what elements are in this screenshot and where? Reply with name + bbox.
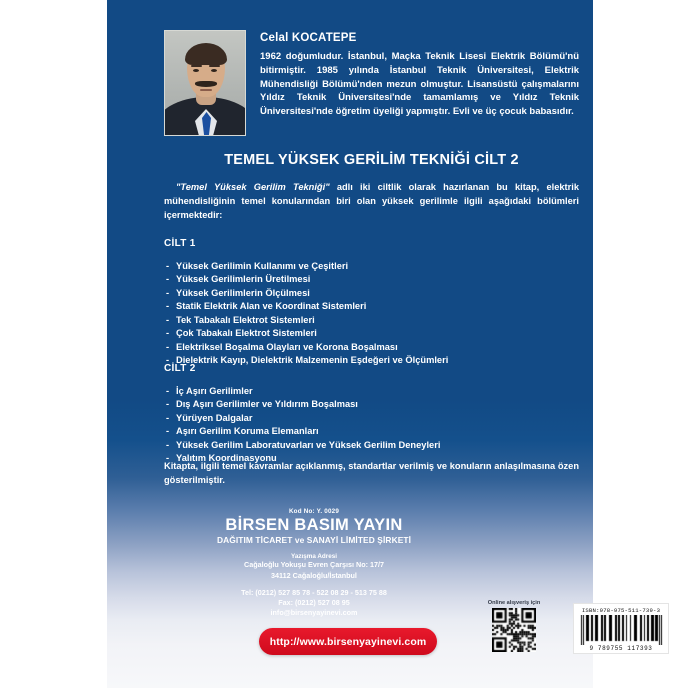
barcode-icon xyxy=(577,615,667,645)
list-item: - Dielektrik Kayıp, Dielektrik Malzemenin Eşdeğeri ve Ölçümleri xyxy=(164,354,579,367)
list-item: - Yürüyen Dalgalar xyxy=(164,412,579,425)
list-item: - Yüksek Gerilimin Kullanımı ve Çeşitleri xyxy=(164,260,579,273)
cover-panel xyxy=(107,0,661,688)
list-item: - Statik Elektrik Alan ve Koordinat Sistemleri xyxy=(164,300,579,313)
closing-paragraph: Kitapta, ilgili temel kavramlar açıklanmış, standartlar verilmiş ve konuların anlaşılmasına özen gösterilmiştir. xyxy=(164,461,579,485)
intro-book-reference: "Temel Yüksek Gerilim Tekniği" xyxy=(176,182,330,192)
volume-2-list xyxy=(164,385,579,466)
barcode-digits: 9 789755 117393 xyxy=(589,645,653,652)
product-code: Kod No: Y. 0029 xyxy=(288,508,340,515)
list-item: - Yalıtım Koordinasyonu xyxy=(164,452,579,465)
volume-1-heading: CİLT 1 xyxy=(164,238,196,249)
qr-code-icon[interactable] xyxy=(492,608,536,652)
contact-block xyxy=(164,588,464,619)
website-button[interactable]: http://www.birsenyayinevi.com xyxy=(259,628,437,655)
isbn-number: ISBN:978-975-511-739-3 xyxy=(581,607,661,614)
portrait-mustache xyxy=(195,81,217,87)
publisher-block xyxy=(164,508,464,618)
volume-1-list xyxy=(164,260,579,368)
list-item: - Yüksek Gerilimlerin Ölçülmesi xyxy=(164,287,579,300)
author-biography: 1962 doğumludur. İstanbul, Maçka Teknik Lisesi Elektrik Bölümü'nü bitirmiştir. 1985 yılında İstanbul Teknik Üniversitesi, Elektrik Mühendisliği Bölümü'nden mezun olmuştur. Lisansüstü çalışmalarını Yıldız Teknik Üniversitesi'nde tamamlamış ve Yıldız Teknik Üniversitesi'nde öğretim üyeliği yapmıştır. Evli ve üç çocuk babasıdır. xyxy=(260,51,579,118)
author-block xyxy=(164,30,579,136)
list-item: - Aşırı Gerilim Koruma Elemanları xyxy=(164,425,579,438)
address-label: Yazışma Adresi xyxy=(291,553,337,561)
portrait-mouth xyxy=(200,89,212,91)
author-portrait xyxy=(164,30,246,136)
list-item: - Çok Tabakalı Elektrot Sistemleri xyxy=(164,327,579,340)
list-item: - Yüksek Gerilim Laboratuvarları ve Yüksek Gerilim Deneyleri xyxy=(164,439,579,452)
qr-label: Online alışveriş için xyxy=(487,600,541,606)
list-item: - Elektriksel Boşalma Olayları ve Korona Boşalması xyxy=(164,341,579,354)
email-line: info@birsenyayinevi.com xyxy=(270,608,358,618)
qr-block xyxy=(480,600,548,652)
intro-paragraph xyxy=(164,181,579,223)
portrait-eye-right xyxy=(211,69,217,72)
volume-2-heading: CİLT 2 xyxy=(164,363,196,374)
portrait-eyebrow-right xyxy=(209,65,220,67)
address-line-2: 34112 Cağaloğlu/İstanbul xyxy=(271,570,357,580)
publisher-subtitle: DAĞITIM TİCARET ve SANAYİ LİMİTED ŞİRKETİ xyxy=(216,535,412,546)
publisher-name: BİRSEN BASIM YAYIN xyxy=(225,516,403,534)
portrait-eyebrow-left xyxy=(191,65,202,67)
list-item: - Yüksek Gerilimlerin Üretilmesi xyxy=(164,273,579,286)
intro-remainder: adlı iki ciltlik olarak hazırlanan bu kitap, elektrik mühendisliğinin temel konularından biri olan yüksek gerilimle ilgili aşağıdaki bölümleri içermektedir: xyxy=(164,182,580,220)
volume-2-section xyxy=(164,363,579,466)
list-item: - İç Aşırı Gerilimler xyxy=(164,385,579,398)
isbn-block xyxy=(573,603,669,654)
author-name: Celal KOCATEPE xyxy=(260,32,357,44)
telephone-line: Tel: (0212) 527 85 78 - 522 08 29 - 513 75 88 xyxy=(241,587,387,597)
portrait-eye-left xyxy=(193,69,199,72)
address-line-1: Cağaloğlu Yokuşu Evren Çarşısı No: 17/7 xyxy=(244,560,384,570)
volume-1-section xyxy=(164,238,579,368)
fax-line: Fax: (0212) 527 08 95 xyxy=(278,597,350,607)
author-text-block xyxy=(260,30,579,136)
list-item: - Dış Aşırı Gerilimler ve Yıldırım Boşalması xyxy=(164,398,579,411)
list-item: - Tek Tabakalı Elektrot Sistemleri xyxy=(164,314,579,327)
book-title: TEMEL YÜKSEK GERİLİM TEKNİĞİ CİLT 2 xyxy=(224,152,519,168)
